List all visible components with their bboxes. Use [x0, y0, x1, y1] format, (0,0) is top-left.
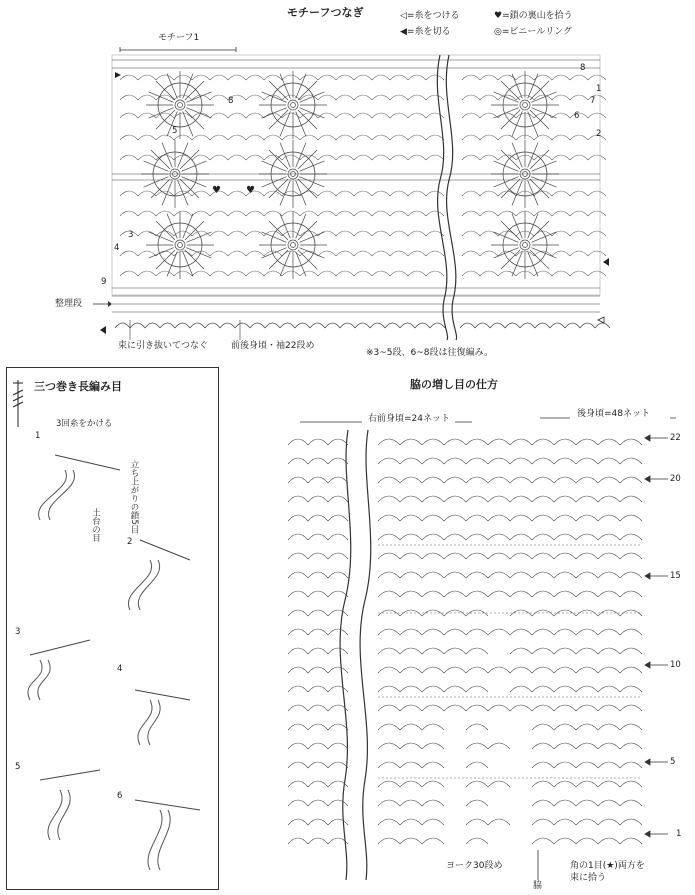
step-number: 1	[35, 431, 41, 441]
heart-icon: ♥	[212, 185, 221, 196]
note-rows: 前後身頃・袖22段め	[231, 341, 315, 351]
step1-right-note: 立ち上がりの鎖5目	[129, 460, 139, 534]
legend-cut: ◀=糸を切る	[400, 27, 451, 37]
back-label: 後身頃=48ネット	[577, 409, 650, 419]
howto-title: 三つ巻き長編み目	[34, 380, 122, 393]
note-join: 束に引き抜いてつなぐ	[118, 341, 209, 351]
row-label: 15	[670, 571, 681, 581]
legend-attach: ◁=糸をつける	[400, 11, 460, 21]
motif-footnote: ※3~5段、6~8段は往復編み。	[366, 348, 494, 358]
heart-icon: ♥	[246, 185, 255, 196]
step-number: 5	[15, 762, 21, 772]
step-number: 2	[127, 537, 133, 547]
row-number: 9	[101, 277, 107, 287]
side-label: 脇	[533, 881, 543, 891]
step1-bottom-note: 土台の目	[90, 508, 101, 542]
increase-title: 脇の増し目の仕方	[410, 378, 498, 391]
row-number: 8	[580, 63, 586, 73]
row-marker: 1	[596, 84, 602, 94]
front-label: 右前身頃=24ネット	[368, 414, 450, 424]
motif-title: モチーフつなぎ	[287, 6, 364, 19]
row-label: 22	[670, 433, 681, 443]
row-label: 5	[670, 757, 676, 767]
legend-heart: ♥=鎖の裏山を拾う	[494, 11, 573, 21]
arrangement-label: 整理段	[55, 299, 83, 309]
row-number: 8	[228, 96, 234, 106]
row-marker: 2	[596, 129, 602, 139]
step-number: 3	[15, 627, 21, 637]
step-number: 4	[117, 664, 123, 674]
row-number: 6	[574, 111, 580, 121]
row-number: 5	[172, 126, 178, 136]
row-label: 20	[670, 474, 681, 484]
row-label: 1	[676, 829, 682, 839]
corner-note-2: 束に拾う	[570, 873, 607, 883]
legend-ring: ◎=ビニールリング	[494, 27, 573, 37]
row-number: 7	[590, 96, 596, 106]
yoke-label: ヨーク30段め	[446, 861, 503, 871]
row-number: 3	[128, 230, 134, 240]
row-number: 4	[114, 243, 120, 253]
step-number: 6	[117, 791, 123, 801]
motif-label: モチーフ1	[158, 33, 200, 43]
step1-top-note: 3回糸をかける	[56, 419, 113, 429]
corner-note-1: 角の1目(★)両方を	[570, 861, 645, 871]
row-label: 10	[670, 660, 681, 670]
